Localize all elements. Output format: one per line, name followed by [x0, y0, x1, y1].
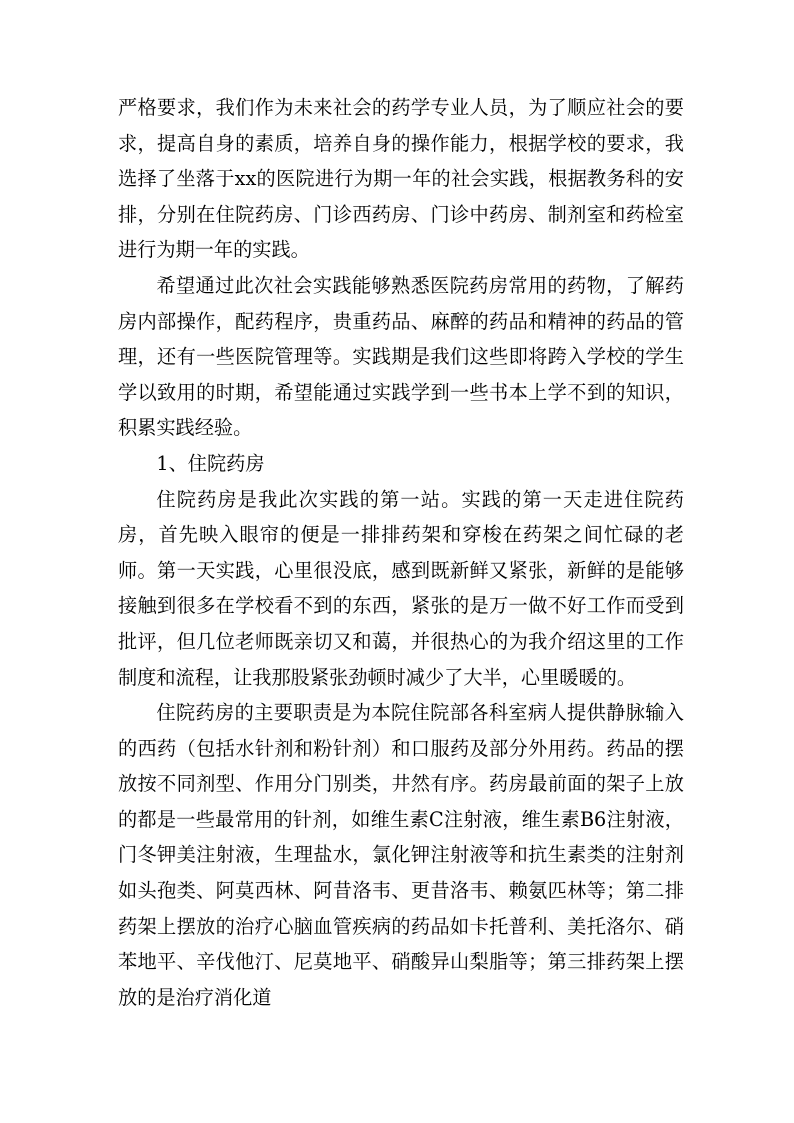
paragraph-duties: 住院药房的主要职责是为本院住院部各科室病人提供静脉输入的西药（包括水针剂和粉针剂）和口服药及部分外用药。药品的摆放按不同剂型、作用分门别类，井然有序。药房最前面的架子上放的都是一些最常用的针剂，如维生素C注射液，维生素B6注射液，门冬钾美注射液，生理盐水，氯化钾注射液等和抗生素类的注射剂如头孢类、阿莫西林、阿昔洛韦、更昔洛韦、赖氨匹林等；第二排药架上摆放的治疗心脑血管疾病的药品如卡托普利、美托洛尔、硝苯地平、辛伐他汀、尼莫地平、硝酸异山梨脂等；第三排药架上摆放的是治疗消化道: [118, 701, 684, 1009]
section-heading-inpatient-pharmacy: 1、住院药房: [156, 451, 265, 475]
paragraph-first-day: 住院药房是我此次实践的第一站。实践的第一天走进住院药房，首先映入眼帘的便是一排排药架和穿梭在药架之间忙碌的老师。第一天实践，心里很没底，感到既新鲜又紧张，新鲜的是能够接触到很多在学校看不到的东西，紧张的是万一做不好工作而受到批评，但几位老师既亲切又和蔼，并很热心的为我介绍这里的工作制度和流程，让我那股紧张劲顿时减少了大半，心里暖暖的。: [118, 487, 684, 689]
paragraph-purpose: 希望通过此次社会实践能够熟悉医院药房常用的药物，了解药房内部操作，配药程序，贵重药品、麻醉的药品和精神的药品的管理，还有一些医院管理等。实践期是我们这些即将跨入学校的学生学以致用的时期，希望能通过实践学到一些书本上学不到的知识，积累实践经验。: [118, 273, 684, 440]
document-body: [118, 90, 684, 1015]
paragraph-continuation: 严格要求，我们作为未来社会的药学专业人员，为了顺应社会的要求，提高自身的素质，培养自身的操作能力，根据学校的要求，我选择了坐落于xx的医院进行为期一年的社会实践，根据教务科的安排，分别在住院药房、门诊西药房、门诊中药房、制剂室和药检室进行为期一年的实践。: [118, 96, 684, 262]
